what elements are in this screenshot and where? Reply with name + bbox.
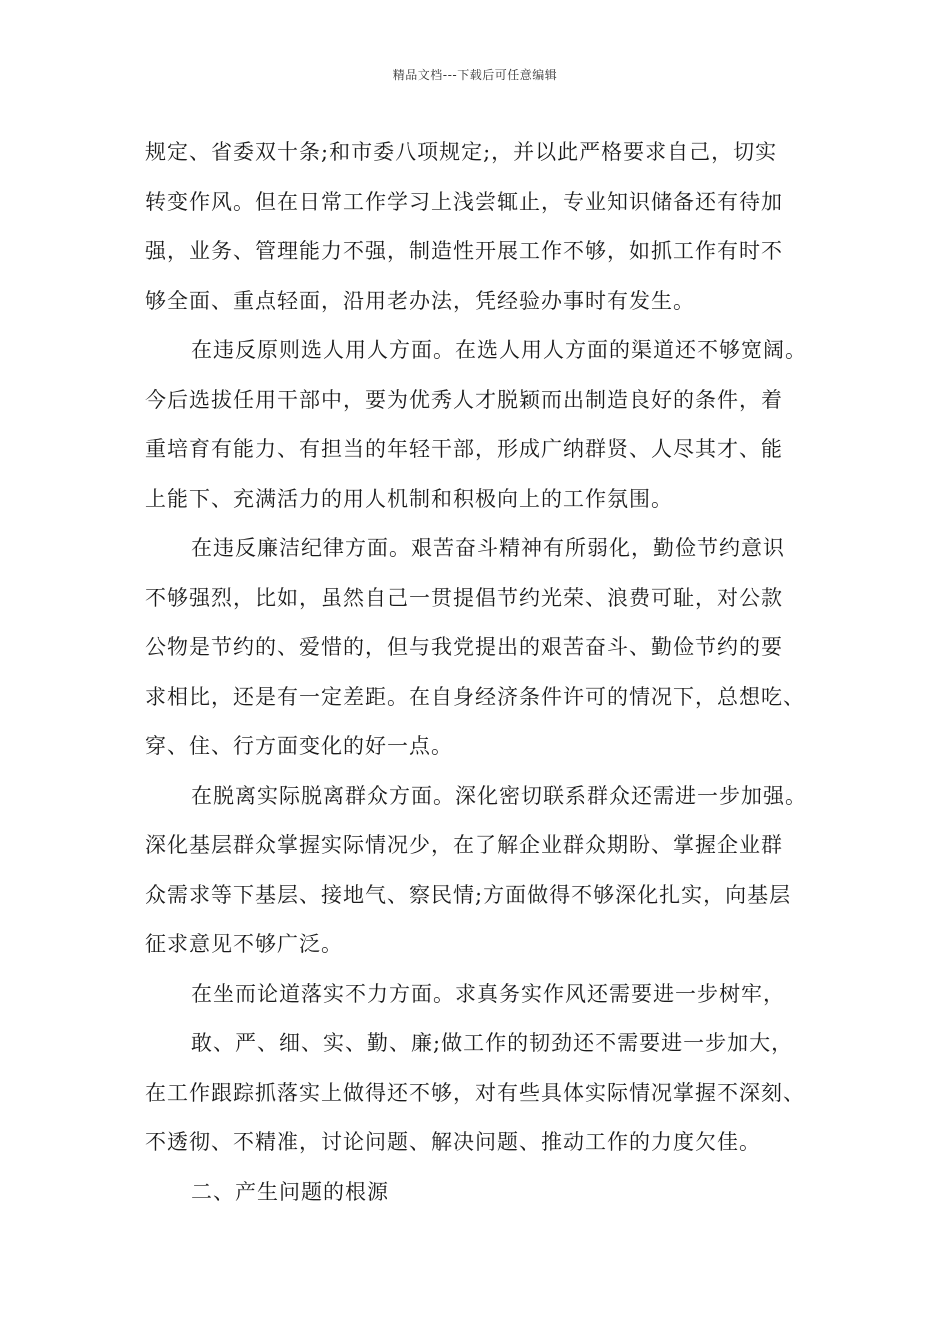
page-header: 精品文档---下载后可任意编辑: [392, 68, 558, 82]
text-line: 不透彻、不精准，讨论问题、解决问题、推动工作的力度欠佳。: [145, 1130, 761, 1154]
text-line: 够全面、重点轻面，沿用老办法，凭经验办事时有发生。: [145, 288, 695, 313]
paragraph-start-line: 在坐而论道落实不力方面。求真务实作风还需要进一步树牢，: [191, 981, 785, 1006]
text-line: 征求意见不够广泛。: [145, 932, 343, 956]
text-line: 求相比，还是有一定差距。在自身经济条件许可的情况下，总想吃、: [145, 684, 805, 709]
section-heading: 二、产生问题的根源: [191, 1179, 389, 1204]
text-line: 今后选拔任用干部中，要为优秀人才脱颖而出制造良好的条件，着: [145, 387, 783, 412]
text-line: 众需求等下基层、接地气、察民情;方面做得不够深化扎实，向基层: [145, 882, 792, 907]
text-line: 上能下、充满活力的用人机制和积极向上的工作氛围。: [145, 486, 673, 511]
paragraph-start-line: 在脱离实际脱离群众方面。深化密切联系群众还需进一步加强。: [191, 783, 807, 808]
text-line: 强，业务、管理能力不强，制造性开展工作不够，如抓工作有时不: [145, 239, 783, 263]
text-line: 穿、住、行方面变化的好一点。: [145, 734, 453, 758]
document-body: [145, 128, 825, 1217]
text-line: 深化基层群众掌握实际情况少，在了解企业群众期盼、掌握企业群: [145, 833, 783, 857]
text-line: 公物是节约的、爱惜的，但与我党提出的艰苦奋斗、勤俭节约的要: [145, 635, 783, 659]
text-line: 敢、严、细、实、勤、廉;做工作的韧劲还不需要进一步加大，: [191, 1031, 794, 1055]
text-line: 不够强烈，比如，虽然自己一贯提倡节约光荣、浪费可耻，对公款: [145, 585, 783, 610]
text-line: 重培育有能力、有担当的年轻干部，形成广纳群贤、人尽其才、能: [145, 437, 783, 461]
text-line: 在工作跟踪抓落实上做得还不够，对有些具体实际情况掌握不深刻、: [145, 1080, 805, 1105]
text-line: 转变作风。但在日常工作学习上浅尝辄止，专业知识储备还有待加: [145, 189, 783, 214]
paragraph-start-line: 在违反廉洁纪律方面。艰苦奋斗精神有所弱化，勤俭节约意识: [191, 536, 785, 560]
text-line: 规定、省委双十条;和市委八项规定;，并以此严格要求自己，切实: [145, 140, 778, 164]
paragraph-start-line: 在违反原则选人用人方面。在选人用人方面的渠道还不够宽阔。: [191, 338, 807, 362]
